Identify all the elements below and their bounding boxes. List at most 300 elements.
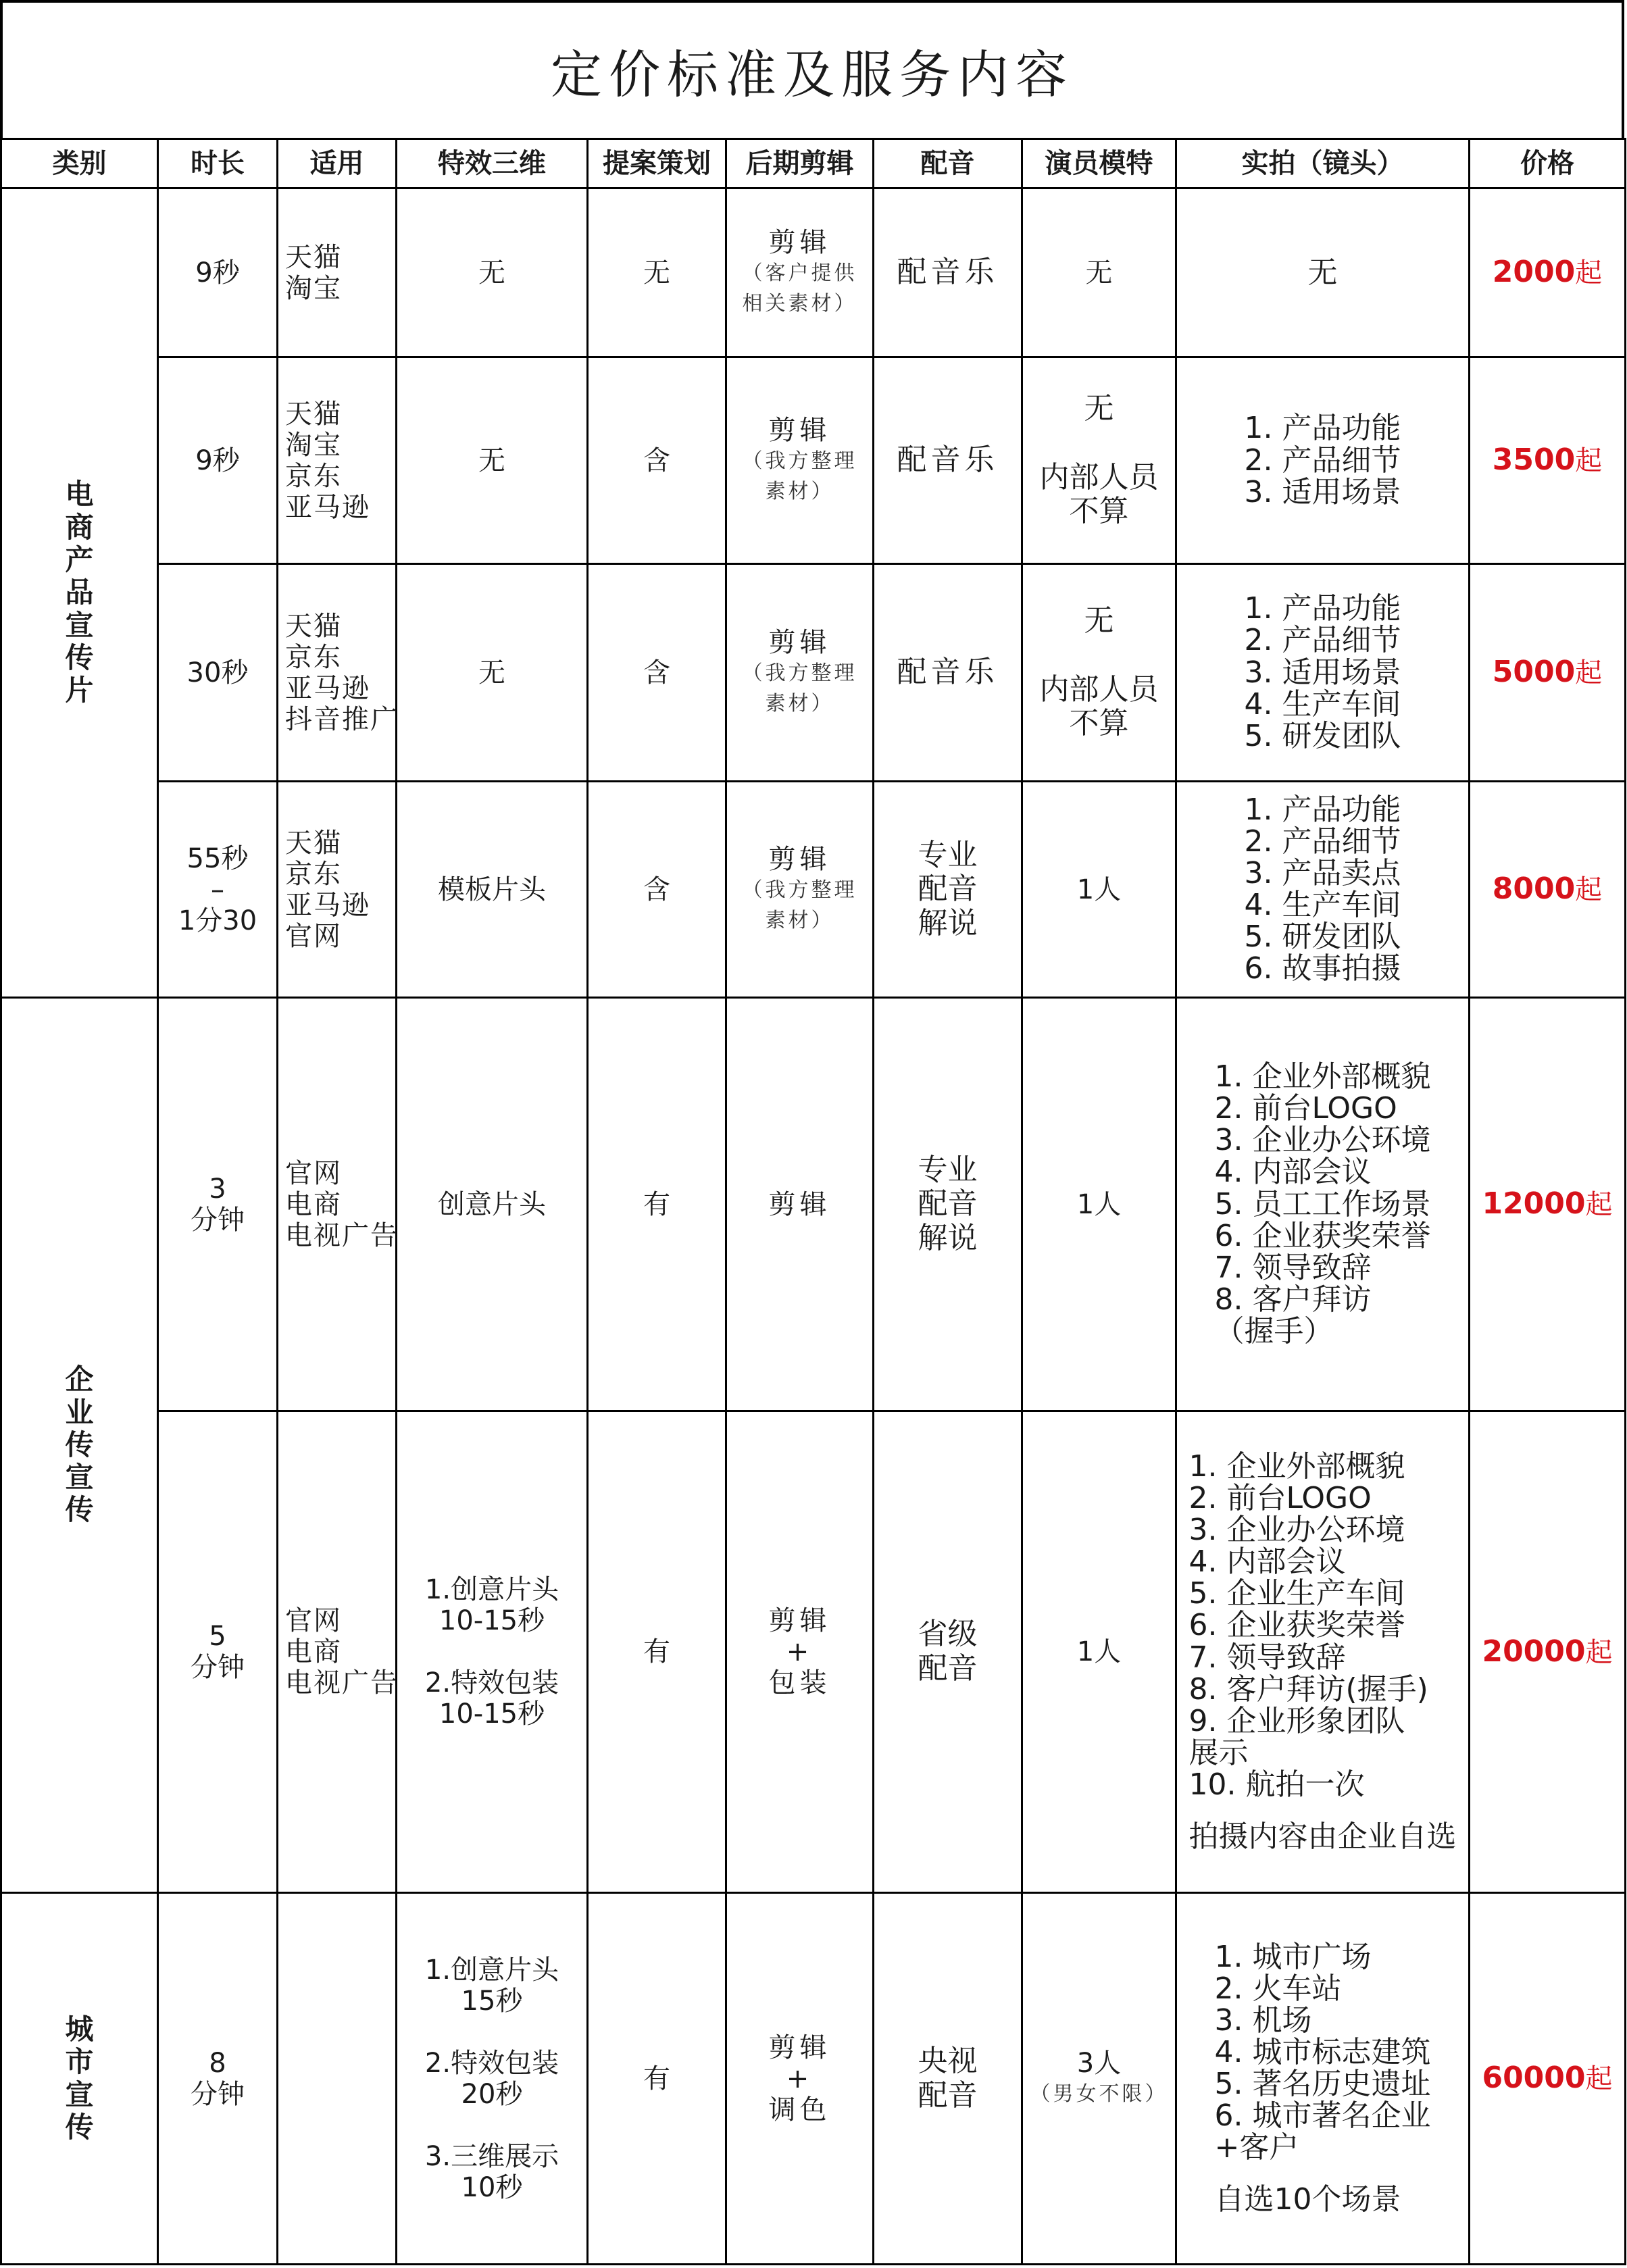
line: 电商 [285, 1188, 342, 1220]
line: 3.三维展示 [424, 2140, 559, 2172]
proposal-cell: 有 [588, 1411, 726, 1893]
price-suffix: 起 [1575, 657, 1603, 689]
line: 无 [1084, 603, 1114, 638]
line: 剪辑 [768, 1188, 831, 1220]
editing-note [727, 658, 872, 719]
line: 3. 适用场景 [1244, 474, 1401, 509]
duration [159, 1174, 276, 1236]
line: 剪辑 [768, 2032, 831, 2063]
line: 分钟 [191, 2078, 245, 2110]
dubbing [874, 655, 1021, 690]
actors-cell [1022, 1411, 1176, 1893]
line: 淘宝 [285, 272, 342, 304]
price-suffix: 起 [1585, 1636, 1613, 1668]
line: 调色 [768, 2094, 831, 2125]
line: 6. 故事拍摄 [1244, 951, 1401, 986]
line: 4. 城市标志建筑 [1214, 2034, 1431, 2069]
actors-cell [1022, 998, 1176, 1411]
platform-cell [278, 1411, 397, 1893]
pricing-table [0, 138, 1626, 2265]
price-suffix: 起 [1575, 445, 1603, 477]
price-cell [1470, 782, 1626, 998]
duration [159, 843, 276, 936]
line [397, 1636, 586, 1667]
line: 5. 著名历史遗址 [1214, 2067, 1431, 2102]
actors-cell [1022, 1893, 1176, 2265]
actors-cell [1022, 564, 1176, 782]
line: 5. 研发团队 [1244, 718, 1401, 753]
table-row [1, 998, 1626, 1411]
line: 2. 产品细节 [1244, 443, 1401, 478]
line: 9. 企业形象团队 [1188, 1703, 1405, 1738]
table-row [1, 564, 1626, 782]
editing-cell [726, 188, 874, 357]
header-6: 配音 [874, 139, 1022, 188]
actors [1023, 392, 1175, 528]
effects [397, 1955, 586, 2203]
table-row [1, 1893, 1626, 2265]
line: （我方整理 [742, 878, 857, 902]
line: 配音 [918, 1651, 978, 1686]
line: 无 [1085, 257, 1113, 288]
shooting-cell [1176, 188, 1470, 357]
line: + [786, 1636, 814, 1667]
editing-note [727, 446, 872, 507]
line: 配音乐 [897, 443, 999, 478]
line: 5. 研发团队 [1244, 919, 1401, 955]
category-char: 商 [65, 510, 94, 544]
line: 3 [209, 1173, 226, 1205]
line: 解说 [918, 1220, 978, 1255]
dubbing-cell [874, 998, 1022, 1411]
category-cell [1, 1893, 158, 2265]
line: 7. 领导致辞 [1188, 1640, 1346, 1675]
price-value: 2000 [1492, 255, 1576, 290]
line: 2.特效包装 [424, 2047, 559, 2079]
line: 4. 生产车间 [1244, 888, 1401, 923]
table-row [1, 782, 1626, 998]
platforms [285, 611, 399, 735]
dubbing-cell [874, 1893, 1022, 2265]
category-char: 市 [65, 2045, 94, 2079]
effects [397, 257, 586, 288]
line: 20秒 [461, 2078, 523, 2110]
line: 电视广告 [285, 1219, 399, 1251]
line: 2. 产品细节 [1244, 623, 1401, 658]
header-2: 适用 [278, 139, 397, 188]
proposal-cell: 含 [588, 357, 726, 564]
platform-cell [278, 188, 397, 357]
editing-cell [726, 357, 874, 564]
line [1023, 638, 1175, 673]
platforms [285, 399, 370, 523]
line: 素材） [765, 908, 834, 932]
duration-cell [158, 188, 278, 357]
line: 6. 企业获奖荣誉 [1188, 1608, 1405, 1643]
dubbing [874, 1617, 1021, 1686]
line: 3. 适用场景 [1244, 655, 1401, 690]
line: 专业 [918, 837, 978, 872]
line: 9秒 [195, 257, 240, 288]
actors-note: （男女不限） [1030, 2082, 1168, 2106]
header-8: 实拍（镜头） [1176, 139, 1470, 188]
header-0: 类别 [1, 139, 158, 188]
line: + [786, 2063, 814, 2094]
duration [159, 257, 276, 288]
editing-main [727, 1189, 872, 1220]
table-row [1, 357, 1626, 564]
line: 10-15秒 [439, 1698, 545, 1730]
line: 3. 产品卖点 [1244, 855, 1401, 890]
line: 电商 [285, 1636, 342, 1667]
shooting-list [1245, 593, 1401, 751]
line: 无 [478, 257, 505, 288]
shooting-cell [1176, 782, 1470, 998]
dubbing [874, 443, 1021, 478]
price-suffix: 起 [1585, 2063, 1613, 2095]
dubbing-cell [874, 357, 1022, 564]
line: +客户 [1214, 2130, 1299, 2165]
line: 1分30 [178, 905, 257, 936]
header-5: 后期剪辑 [726, 139, 874, 188]
header-7: 演员模特 [1022, 139, 1176, 188]
line: 模板片头 [438, 874, 546, 905]
dubbing [874, 838, 1021, 941]
dubbing-cell [874, 1411, 1022, 1893]
price-suffix: 起 [1585, 1189, 1613, 1221]
effects-cell [397, 1411, 588, 1893]
shooting-note: 拍摄内容由企业自选 [1188, 1819, 1457, 1854]
line: 30秒 [186, 657, 249, 688]
line [397, 2110, 586, 2141]
editing-note [727, 875, 872, 936]
duration [159, 2048, 276, 2110]
line: 10秒 [461, 2171, 523, 2203]
line: 配音乐 [897, 655, 999, 690]
category-char: 电 [65, 478, 94, 511]
line: 1.创意片头 [424, 1954, 559, 1986]
duration-cell [158, 1893, 278, 2265]
effects-cell [397, 782, 588, 998]
actors-cell [1022, 782, 1176, 998]
line: 10. 航拍一次 [1188, 1767, 1365, 1802]
line: 10-15秒 [439, 1605, 545, 1636]
line: 淘宝 [285, 429, 342, 461]
effects-cell [397, 1893, 588, 2265]
line: 5. 企业生产车间 [1188, 1576, 1405, 1611]
price-value: 60000 [1482, 2061, 1586, 2096]
line: 内部人员 [1039, 672, 1159, 707]
editing-main [727, 627, 872, 658]
line: 创意片头 [438, 1188, 546, 1220]
category-char: 宣 [65, 2077, 94, 2111]
line: 解说 [918, 905, 978, 940]
line: 无 [1307, 255, 1338, 290]
actors [1023, 1189, 1175, 1220]
line: 官网 [285, 920, 342, 952]
line: 不算 [1069, 706, 1129, 741]
platform-cell [278, 998, 397, 1411]
price-value: 8000 [1492, 872, 1576, 907]
shooting-list [1308, 257, 1338, 288]
editing-cell [726, 998, 874, 1411]
line: 5. 员工工作场景 [1214, 1186, 1431, 1221]
line: 剪辑 [768, 226, 831, 258]
platform-cell [278, 782, 397, 998]
line: 分钟 [191, 1204, 245, 1236]
price-cell [1470, 1411, 1626, 1893]
price-cell [1470, 1893, 1626, 2265]
effects-cell [397, 188, 588, 357]
effects-cell [397, 357, 588, 564]
price-value: 12000 [1482, 1186, 1586, 1221]
line: （我方整理 [742, 449, 857, 473]
line: 天猫 [285, 827, 342, 859]
dubbing-cell [874, 564, 1022, 782]
category-char: 宣 [65, 608, 94, 642]
platform-cell [278, 357, 397, 564]
dubbing [874, 2044, 1021, 2113]
category-char: 传 [65, 1493, 94, 1527]
line: 3. 机场 [1214, 2002, 1312, 2038]
line: 京东 [285, 858, 342, 890]
effects-cell [397, 564, 588, 782]
line: 1. 产品功能 [1244, 792, 1401, 827]
editing-main [727, 2032, 872, 2125]
editing-note [727, 258, 872, 319]
header-row [1, 139, 1626, 188]
dubbing [874, 255, 1021, 290]
category-char: 品 [65, 576, 94, 609]
proposal-cell: 含 [588, 564, 726, 782]
editing-main [727, 1605, 872, 1698]
line: 配音 [918, 2077, 978, 2113]
price-cell [1470, 564, 1626, 782]
shooting-cell [1176, 1411, 1470, 1893]
actors-cell [1022, 357, 1176, 564]
category-char: 传 [65, 640, 94, 674]
line: 3. 企业办公环境 [1188, 1513, 1405, 1548]
category-char: 片 [65, 674, 94, 707]
line: 无 [478, 445, 505, 476]
line: 15秒 [461, 1985, 523, 2017]
duration [159, 1621, 276, 1683]
editing-cell [726, 564, 874, 782]
line: 亚马逊 [285, 491, 370, 523]
effects [397, 657, 586, 688]
table-row [1, 1411, 1626, 1893]
line: – [211, 874, 224, 905]
line: 分钟 [191, 1652, 245, 1683]
price-cell [1470, 998, 1626, 1411]
category-char: 传 [65, 2110, 94, 2144]
line: 55秒 [186, 842, 249, 874]
line: 2. 前台LOGO [1214, 1091, 1397, 1126]
shooting-cell [1176, 564, 1470, 782]
line: 剪辑 [768, 414, 831, 446]
line: 素材） [765, 479, 834, 503]
line: 包装 [768, 1667, 831, 1698]
line: 官网 [285, 1157, 342, 1189]
line: 3. 企业办公环境 [1214, 1123, 1431, 1158]
line: 剪辑 [768, 626, 831, 658]
price-value: 3500 [1492, 443, 1576, 478]
dubbing-cell [874, 782, 1022, 998]
line: （我方整理 [742, 661, 857, 685]
line: 1人 [1076, 1636, 1122, 1667]
line: 4. 内部会议 [1188, 1544, 1346, 1580]
effects [397, 445, 586, 476]
editing-cell [726, 1893, 874, 2265]
line: （握手） [1214, 1313, 1334, 1349]
line: 配音 [918, 872, 978, 907]
category-char: 传 [65, 1428, 94, 1461]
line: 配音 [918, 1186, 978, 1221]
shooting-cell [1176, 1893, 1470, 2265]
line: 2.特效包装 [424, 1667, 559, 1698]
category-char: 城 [65, 2012, 94, 2046]
line: 抖音推广 [285, 703, 399, 735]
line: 1.创意片头 [424, 1574, 559, 1605]
line: 1人 [1076, 874, 1122, 905]
actors-cell [1022, 188, 1176, 357]
line: 剪辑 [768, 843, 831, 875]
line: 5 [209, 1621, 226, 1652]
line: 亚马逊 [285, 889, 370, 921]
shooting-list [1245, 412, 1401, 507]
line [397, 2017, 586, 2048]
line: 2. 前台LOGO [1188, 1481, 1372, 1516]
line: 4. 内部会议 [1214, 1155, 1372, 1190]
line: 不算 [1069, 494, 1129, 529]
price-value: 20000 [1482, 1634, 1586, 1669]
line: 8 [209, 2047, 226, 2079]
line: 无 [478, 657, 505, 688]
price-value: 5000 [1492, 655, 1576, 690]
line: 相关素材） [742, 291, 857, 316]
line: 1人 [1076, 1188, 1122, 1220]
line: 天猫 [285, 610, 342, 642]
editing-main [727, 415, 872, 446]
line [1023, 426, 1175, 461]
line: 内部人员 [1039, 459, 1159, 495]
line: 2. 火车站 [1214, 1971, 1342, 2006]
duration-cell [158, 357, 278, 564]
line: 8. 客户拜访 [1214, 1282, 1372, 1317]
line: 省级 [918, 1617, 978, 1652]
line: 无 [1084, 391, 1114, 426]
price-suffix: 起 [1575, 257, 1603, 289]
proposal-cell: 含 [588, 782, 726, 998]
duration [159, 657, 276, 688]
shooting-list [1215, 1941, 1431, 2216]
line: 素材） [765, 691, 834, 715]
effects [397, 1189, 586, 1220]
platform-cell [278, 564, 397, 782]
shooting-list [1245, 794, 1401, 984]
price-cell [1470, 188, 1626, 357]
line: 央视 [918, 2043, 978, 2078]
line: 9秒 [195, 445, 240, 476]
line: 4. 生产车间 [1244, 686, 1401, 722]
table-row [1, 188, 1626, 357]
category-char: 宣 [65, 1461, 94, 1494]
header-3: 特效三维 [397, 139, 588, 188]
line: 官网 [285, 1605, 342, 1636]
header-4: 提案策划 [588, 139, 726, 188]
platform-cell [278, 1893, 397, 2265]
actors [1023, 257, 1175, 288]
line: 1. 城市广场 [1214, 1939, 1372, 1974]
proposal-cell: 无 [588, 188, 726, 357]
line: 天猫 [285, 398, 342, 430]
editing-main [727, 844, 872, 875]
proposal-cell: 有 [588, 1893, 726, 2265]
category-char: 业 [65, 1395, 94, 1429]
line: （客户提供 [742, 261, 857, 285]
duration [159, 445, 276, 476]
line: 剪辑 [768, 1605, 831, 1636]
line: 1. 企业外部概貌 [1188, 1449, 1405, 1484]
line: 京东 [285, 460, 342, 492]
proposal-cell: 有 [588, 998, 726, 1411]
actors [1023, 2048, 1175, 2079]
shooting-list [1215, 1061, 1431, 1347]
dubbing [874, 1153, 1021, 1256]
price-cell [1470, 357, 1626, 564]
line: 展示 [1188, 1735, 1249, 1770]
category-char: 产 [65, 543, 94, 577]
category-cell [1, 998, 158, 1893]
line: 配音乐 [897, 255, 999, 290]
category-cell [1, 188, 158, 998]
platforms [285, 242, 342, 304]
price-suffix: 起 [1575, 874, 1603, 906]
actors [1023, 874, 1175, 905]
line: 电视广告 [285, 1667, 399, 1698]
line: 1. 产品功能 [1244, 411, 1401, 446]
platforms [285, 1158, 399, 1251]
effects [397, 1574, 586, 1730]
editing-cell [726, 1411, 874, 1893]
line: 6. 企业获奖荣誉 [1214, 1218, 1431, 1253]
shooting-cell [1176, 357, 1470, 564]
platforms [285, 828, 370, 952]
line: 1. 企业外部概貌 [1214, 1059, 1431, 1094]
line: 2. 产品细节 [1244, 824, 1401, 859]
line: 7. 领导致辞 [1214, 1250, 1372, 1285]
actors [1023, 604, 1175, 740]
line: 8. 客户拜访(握手) [1188, 1671, 1428, 1707]
editing-main [727, 227, 872, 258]
effects [397, 874, 586, 905]
line: 3人 [1076, 2048, 1122, 2079]
line: 亚马逊 [285, 672, 370, 704]
line: 6. 城市著名企业 [1214, 2098, 1431, 2134]
shooting-cell [1176, 998, 1470, 1411]
header-9: 价格 [1470, 139, 1626, 188]
duration-cell [158, 782, 278, 998]
dubbing-cell [874, 188, 1022, 357]
actors [1023, 1636, 1175, 1667]
line: 京东 [285, 641, 342, 673]
platforms [285, 1605, 399, 1698]
line: 天猫 [285, 241, 342, 273]
duration-cell [158, 1411, 278, 1893]
shooting-note: 自选10个场景 [1214, 2182, 1401, 2217]
header-1: 时长 [158, 139, 278, 188]
category-char: 企 [65, 1363, 94, 1396]
